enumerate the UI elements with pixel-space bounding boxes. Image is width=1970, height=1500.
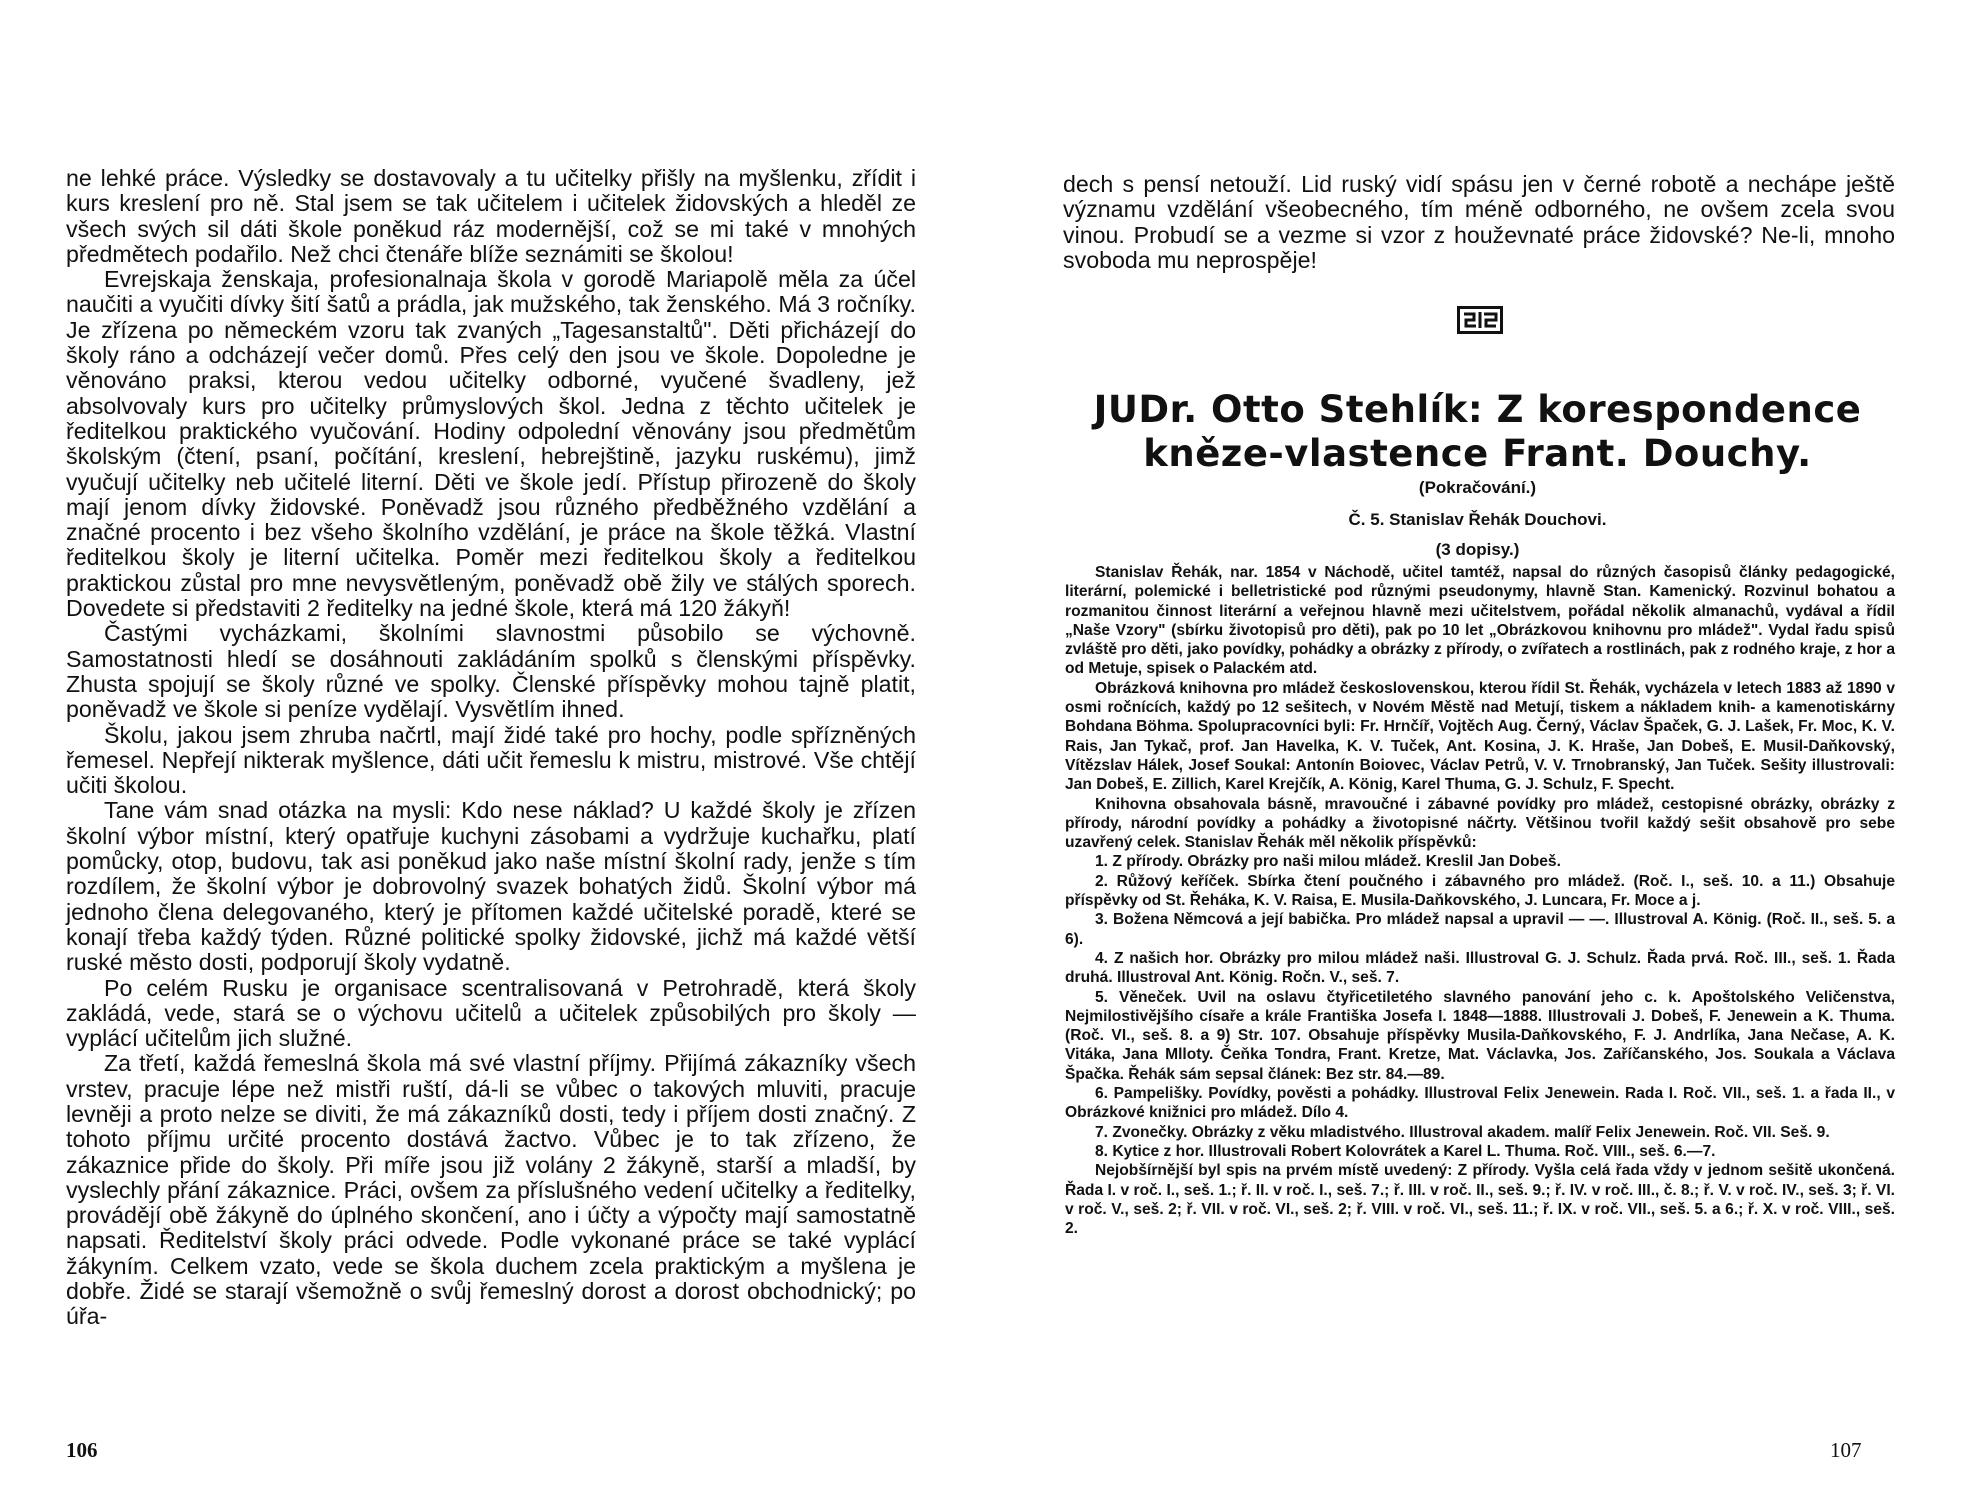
page-number: 106 [66, 1438, 98, 1462]
list-item: 8. Kytice z hor. Illustrovali Robert Kolovrátek a Karel L. Thuma. Roč. VIII., seš. 6.—7. [1095, 1142, 1716, 1160]
list-item: 2. Růžový keříček. Sbírka čtení poučného i zábavného pro mládež. (Roč. I., seš. 10. a 11.) Obsahuje příspěvky od St. Řeháka, K. V. Raisa, E. Musila-Daňkovského, J. Luncara, Fr. Moce a j. [1065, 872, 1895, 910]
ornament-icon [1457, 306, 1503, 334]
article-title-line2: kněze-vlastence Frant. Douchy. [1143, 432, 1812, 475]
paragraph: Stanislav Řehák, nar. 1854 v Náchodě, učitel tamtéž, napsal do různých časopisů články pedagogické, literární, polemické i belletristické pod různými pseudonymy, hlavně Stan. Kamenický. Rozvinul bohatou a rozmanitou činnost literární a veřejnou hlavně mezi učitelstvem, pořádal několik almanachů, vydával a řídil „Naše Vzory" (sbírku životopisů pro děti), pak po 10 let „Obrázkovou knihovnu pro mládež". Vydal řadu spisů zvláště pro děti, jako povídky, pohádky a obrázky z přírody, o zvířatech a rostlinách, pak z rodného kraje, z hor a od Metuje, spisek o Palackém atd. [1065, 564, 1895, 678]
letters-count: (3 dopisy.) [1435, 540, 1520, 559]
continued-note: (Pokračování.) [1418, 478, 1537, 497]
paragraph: Po celém Rusku je organisace scentralisovaná v Petrohradě, která školy zakládá, vede, stará se o výchovu učitelů a učitelek způsobilých pro školy — vyplácí učitelům jich služné. [66, 974, 916, 1052]
paragraph: Knihovna obsahovala básně, mravoučné i zábavné povídky pro mládež, cestopisné obrázky, obrázky z přírody, národní povídky a pohádky a životopisné náčrty. Většinou tvořil každý sešit obsahově pro sebe uzavřený celek. Stanislav Řehák měl několik příspěvků: [1065, 795, 1895, 852]
section-heading: Č. 5. Stanislav Řehák Douchovi. [1348, 510, 1607, 529]
paragraph: Častými vycházkami, školními slavnostmi působilo se výchovně. Samostatnosti hledí se dosáhnouti zakládáním spolků s členskými příspěvky. Zhusta spojují se školy různé ve spolky. Členské příspěvky mohou tajně platit, poněvadž ve škole si peníze vydělají. Vysvětlím ihned. [66, 620, 916, 723]
right-top-text [1063, 172, 1895, 273]
list-item: 5. Věneček. Uvil na oslavu čtyřicetiletého slavného panování jeho c. k. Apoštolského Veličenstva, Nejmilostivějšího císaře a krále Františka Josefa I. 1848—1888. Illustrovali J. Dobeš, F. Jenewein a K. Thuma. (Roč. VI., seš. 8. a 9) Str. 107. Obsahuje příspěvky Musila-Daňkovského, F. J. Andrlíka, Jana Nečase, A. K. Vitáka, Jana Mlloty. Čeňka Tondra, Frant. Kretze, Mat. Václavka, Jos. Zaříčanského, Jos. Soukala a Václava Špačka. Řehák sám sepsal článek: Bez str. 84.—89. [1065, 988, 1895, 1083]
right-body-text [1065, 563, 1895, 1238]
left-body-text [66, 166, 916, 1330]
paragraph: dech s pensí netouží. Lid ruský vidí spásu jen v černé robotě a nechápe ještě významu vzdělání všeobecného, tím méně odborného, ne ovšem zcela svou vinou. Probudí se a vezme si vzor z houževnaté práce židovské? Ne-li, mnoho svoboda mu neprospěje! [1063, 171, 1895, 273]
paragraph: Školu, jakou jsem zhruba načrtl, mají židé také pro hochy, podle spřízněných řemesel. Nepřejí nikterak myšlence, dáti učit řemeslu k mistru, mistrové. Vše chtějí učiti školou. [66, 721, 916, 799]
page-number: 107 [1830, 1438, 1862, 1462]
list-item: 4. Z našich hor. Obrázky pro milou mládež naši. Illustroval G. J. Schulz. Řada prvá. Roč. III., seš. 1. Řada druhá. Illustroval Ant. König. Ročn. V., seš. 7. [1065, 949, 1895, 987]
list-item: 3. Božena Němcová a její babička. Pro mládež napsal a upravil — —. Illustroval A. König. (Roč. II., seš. 5. a 6). [1065, 911, 1895, 948]
list-item: 6. Pampelišky. Povídky, pověsti a pohádky. Illustroval Felix Jenewein. Rada I. Roč. VII., seš. 1. a řada II., v Obrázkové knižnici pro mládež. Dílo 4. [1065, 1085, 1895, 1122]
list-item: 1. Z přírody. Obrázky pro naši milou mládež. Kreslil Jan Dobeš. [1095, 853, 1561, 871]
paragraph: Nejobšírnější byl spis na prvém místě uvedený: Z přírody. Vyšla celá řada vždy v jednom sešitě ukončená. Řada I. v roč. I., seš. 1.; ř. II. v roč. I., seš. 7.; ř. III. v roč. II., seš. 9.; ř. IV. v roč. III., č. 8.; ř. V. v roč. IV., seš. 3; ř. VI. v roč. V., seš. 2; ř. VII. v roč. VI., seš. 2; ř. VIII. v roč. VI., seš. 11.; ř. IX. v roč. VII., seš. 5. a 6.; ř. X. v roč. VIII., seš. 2. [1065, 1162, 1895, 1238]
list-item: 7. Zvonečky. Obrázky z věku mladistvého. Illustroval akadem. malíř Felix Jenewein. Roč. VII. Seš. 9. [1095, 1123, 1830, 1141]
paragraph: Za třetí, každá řemeslná škola má své vlastní příjmy. Přijímá zákazníky všech vrstev, pracuje lépe než mistři ruští, dá-li se vůbec o takových mluviti, pracuje levněji a proto nelze se diviti, že má zákazníků dosti, tedy i příjem dosti značný. Z tohoto příjmu určité procento dostává žactvo. Vůbec je to tak zřízeno, že zákaznice přide do školy. Při míře jsou již volány 2 žákyně, starší a mladší, by vyslechly přání zákaznice. Práci, ovšem za příslušného vedení učitelky a ředitelky, provádějí obě žákyně do úplného skončení, ano i účty a výpočty mají samostatně napsati. Ředitelství školy práci odvede. Podle vykonané práce se také vyplácí žákyním. Celkem vzato, vede se škola duchem zcela praktickým a myšlena je dobře. Židé se starají všemožně o svůj řemeslný dorost a dorost obchodnický; po úřa- [66, 1050, 916, 1330]
paragraph: Tane vám snad otázka na mysli: Kdo nese náklad? U každé školy je zřízen školní výbor místní, který opatřuje kuchyni zásobami a vydržuje kuchařku, platí pomůcky, otop, budovu, tak asi poněkud jako naše místní školní rady, jenže s tím rozdílem, že školní výbor je dobrovolný svazek bohatých židů. Školní výbor má jednoho člena delegovaného, který je přítomen každé učitelské poradě, které se konají třeba každý týden. Různé politické spolky židovské, jichž má každé větší ruské město dosti, podporují školy vydatně. [66, 797, 916, 976]
paragraph: ne lehké práce. Výsledky se dostavovaly a tu učitelky přišly na myšlenku, zřídit i kurs kreslení pro ně. Stal jsem se tak učitelem i učitelek židovských a hleděl ze všech svých sil dáti škole poněkud ráz modernější, což se mi také v mnohých předmětech podařilo. Než chci čtenáře blíže seznámiti se školou! [66, 165, 916, 267]
right-page [985, 0, 1970, 1500]
paragraph: Obrázková knihovna pro mládež československou, kterou řídil St. Řehák, vycházela v letech 1883 až 1890 v osmi ročnících, každý po 12 sešitech, v Novém Městě nad Metují, tiskem a nákladem knih- a kamenotiskárny Bohdana Böhma. Spolupracovníci byli: Fr. Hrnčíř, Vojtěch Aug. Černý, Václav Špaček, G. J. Lašek, Fr. Moc, K. V. Rais, Jan Tykač, prof. Jan Havelka, K. V. Tuček, Ant. Kosina, J. K. Hraše, Jan Dobeš, E. Musil-Daňkovský, Vítězslav Hálek, Josef Soukal: Antonín Boiovec, Václav Petrů, V. V. Trnobranský, Jan Tuček. Sešity illustrovali: Jan Dobeš, E. Zillich, Karel Krejčík, A. König, Karel Thuma, G. J. Schulz, F. Specht. [1065, 679, 1895, 794]
article-title: JUDr. Otto Stehlík: Z korespondence [1093, 388, 1862, 431]
paragraph: Evrejskaja ženskaja, profesionalnaja škola v gorodě Mariapolě měla za účel naučiti a vyučiti dívky šití šatů a prádla, jak mužského, tak ženského. Má 3 ročníky. Je zřízena po německém vzoru tak zvaných „Tagesanstaltů". Děti přicházejí do školy ráno a odcházejí večer domů. Přes celý den jsou ve škole. Dopoledne je věnováno praksi, kterou vedou učitelky odborné, vyučené švadleny, jež absolvovaly kurs pro učitelky průmyslových škol. Jedna z těchto učitelek je ředitelkou praktického vyučování. Hodiny odpolední věnovány jsou předmětům školským (čtení, psaní, počítání, kreslení, hebrejštině, jazyku ruskému), jimž vyučují učitelky neb učitelé literní. Děti ve škole jedí. Přístup přirozeně do školy mají jenom dívky židovské. Poněvadž jsou různého předběžného vzdělání a značné procento i bez všeho školního vzdělání, je práce na škole těžká. Vlastní ředitelkou školy je literní učitelka. Poměr mezi ředitelkou školy a ředitelkou praktickou zůstal pro mne nevysvětleným, poněvadž obě žily ve stálých sporech. Dovedete si představiti 2 ředitelky na jedné škole, která má 120 žákyň! [66, 266, 916, 622]
